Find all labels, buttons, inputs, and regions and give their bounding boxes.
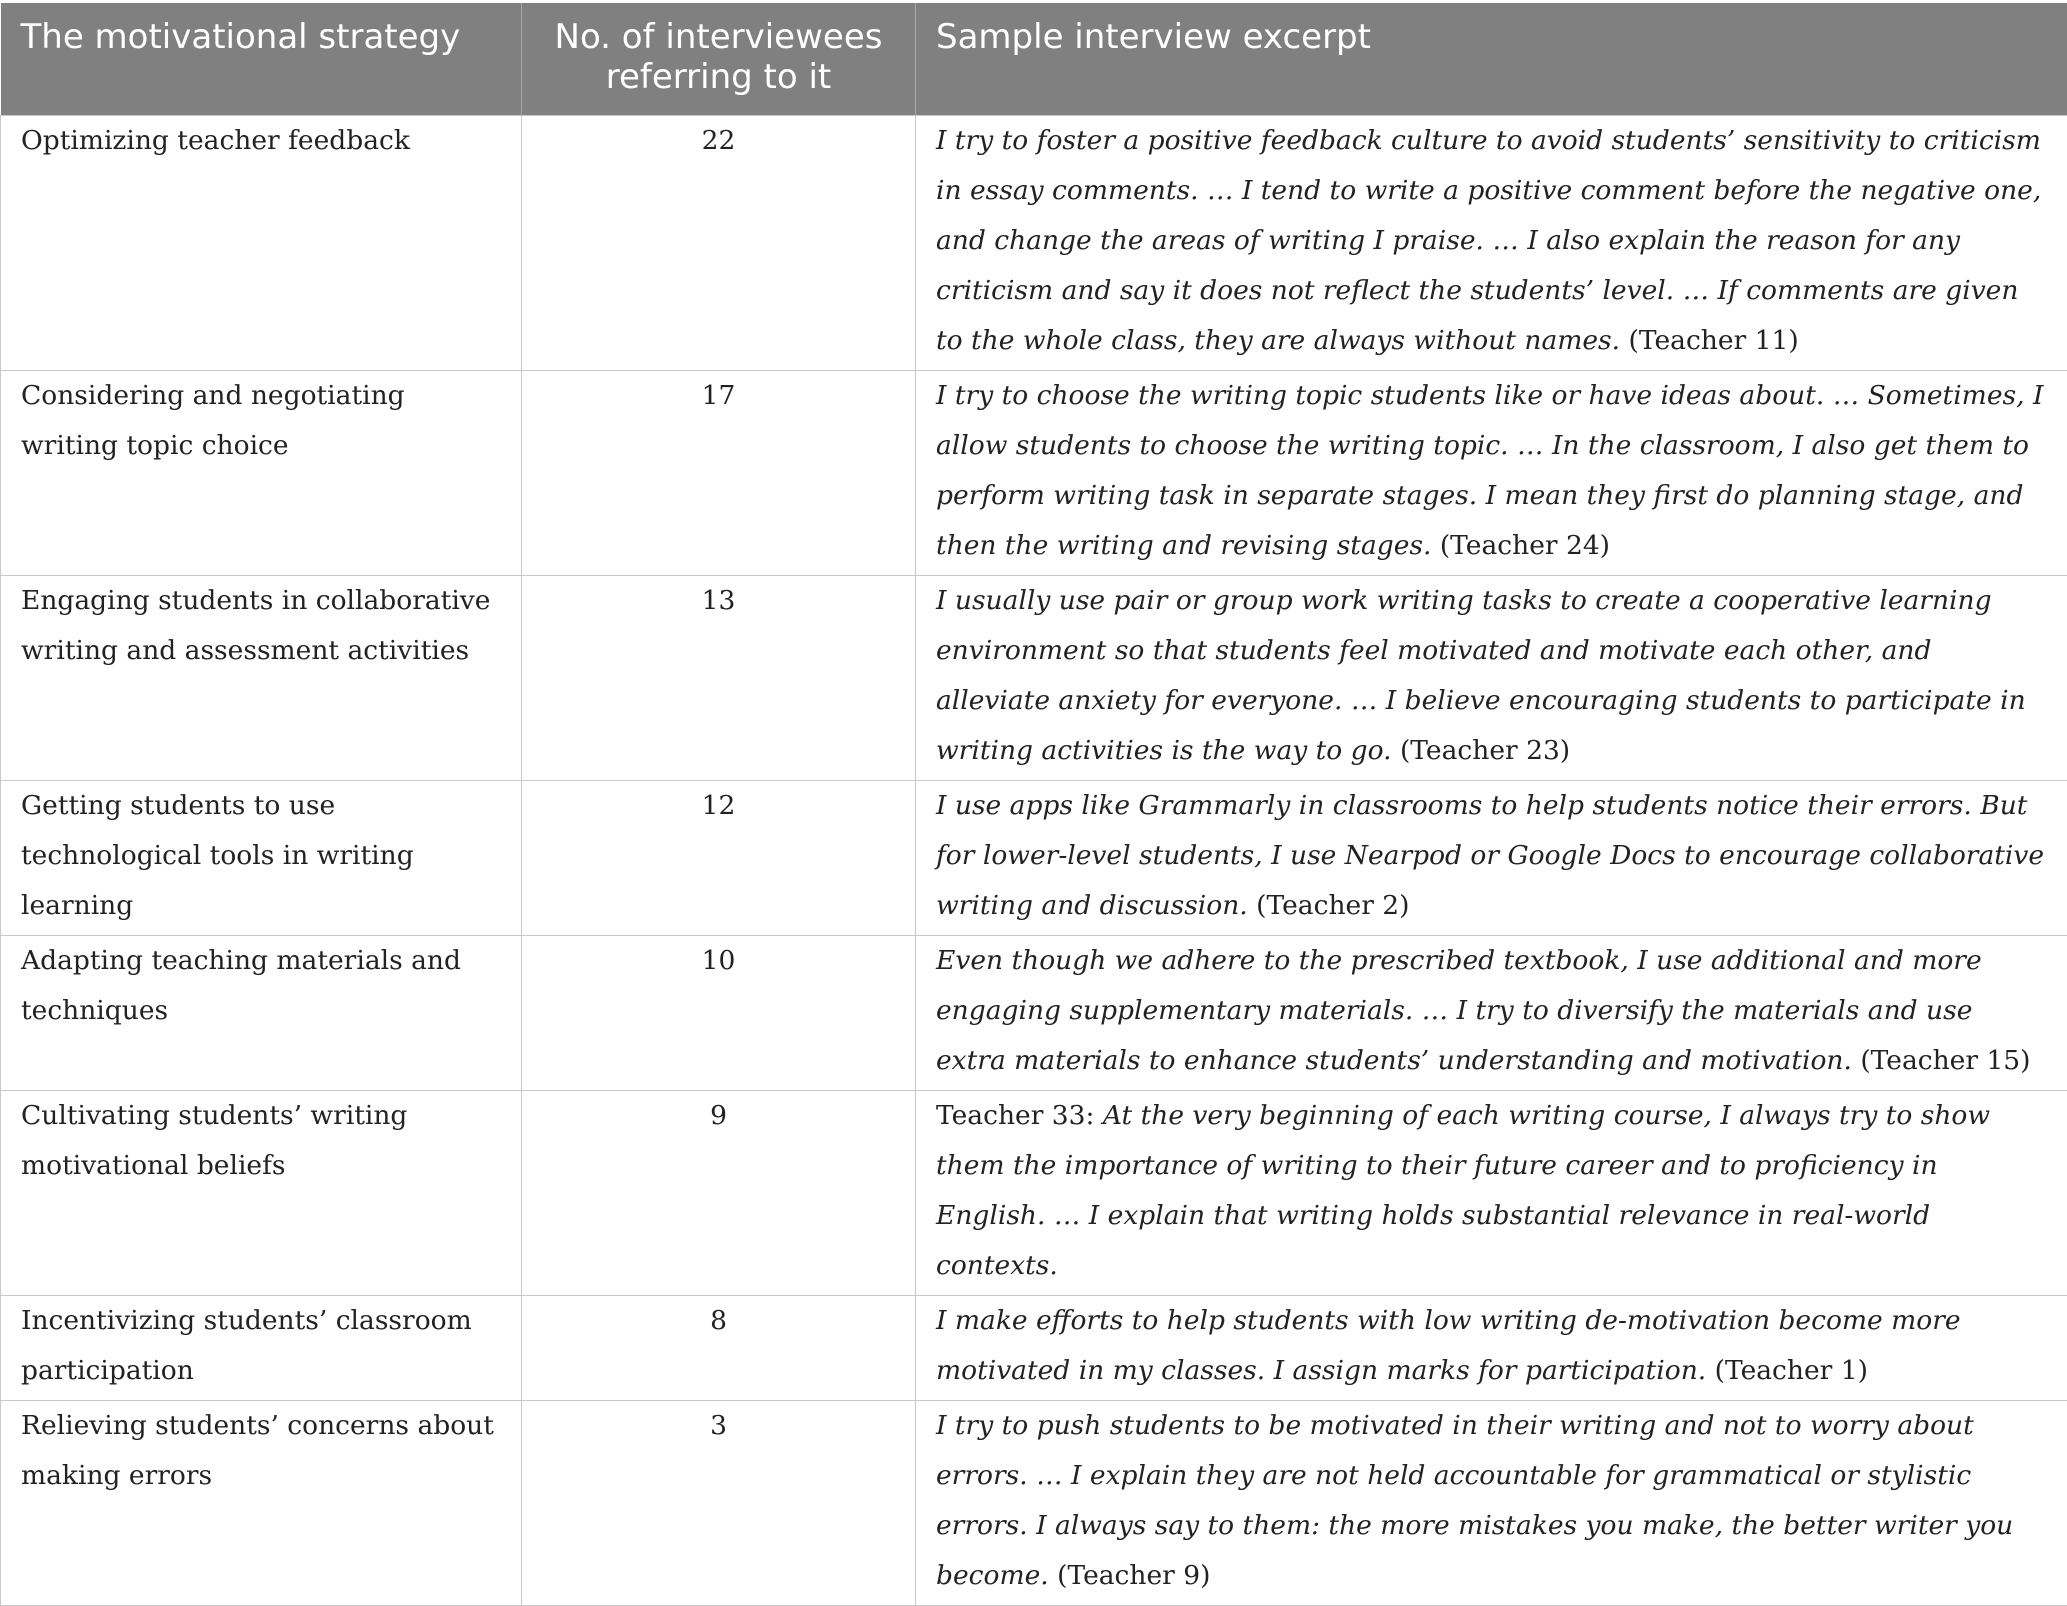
excerpt-cell [916, 575, 2067, 780]
strategy-cell: Incentivizing students’ classroom participation [1, 1295, 522, 1400]
excerpt-citation: (Teacher 9) [1049, 1560, 1211, 1591]
count-cell: 9 [522, 1090, 916, 1295]
table-header [1, 3, 2067, 115]
header-strategy: The motivational strategy [1, 3, 522, 115]
excerpt-citation: (Teacher 11) [1620, 325, 1799, 356]
excerpt-cell [916, 1295, 2067, 1400]
excerpt-quote: I try to push students to be motivated in their writing and not to worry about errors. … I explain they are not held accountable for grammatical or stylistic errors. I always say to them: the more mistakes you make, the better writer you become. [936, 1410, 2013, 1591]
table-body [1, 115, 2067, 1605]
excerpt-quote: I usually use pair or group work writing tasks to create a cooperative learning environment so that students feel motivated and motivate each other, and alleviate anxiety for everyone. … I believe encouraging students to participate in writing activities is the way to go. [936, 585, 2026, 766]
excerpt-quote: I try to foster a positive feedback culture to avoid students’ sensitivity to criticism in essay comments. … I tend to write a positive comment before the negative one, and change the areas of writing I praise. … I also explain the reason for any criticism and say it does not reflect the students’ level. … If comments are given to the whole class, they are always without names. [936, 125, 2041, 356]
excerpt-citation: (Teacher 2) [1248, 890, 1410, 921]
excerpt-citation: (Teacher 1) [1706, 1355, 1868, 1386]
excerpt-quote: I use apps like Grammarly in classrooms to help students notice their errors. But for lower-level students, I use Nearpod or Google Docs to encourage collaborative writing and discussion. [936, 790, 2044, 921]
strategy-table [0, 3, 2067, 1606]
excerpt-quote: At the very beginning of each writing course, I always try to show them the importance of writing to their future career and to proficiency in English. … I explain that writing holds substantial relevance in real-world contexts. [936, 1100, 1990, 1281]
strategy-cell: Getting students to use technological tools in writing learning [1, 780, 522, 935]
strategy-cell: Cultivating students’ writing motivational beliefs [1, 1090, 522, 1295]
strategy-cell: Engaging students in collaborative writing and assessment activities [1, 575, 522, 780]
strategy-cell: Relieving students’ concerns about making errors [1, 1400, 522, 1605]
table-row [1, 575, 2067, 780]
excerpt-prefix: Teacher 33: [936, 1100, 1103, 1131]
excerpt-cell [916, 370, 2067, 575]
count-cell: 22 [522, 115, 916, 370]
count-cell: 12 [522, 780, 916, 935]
excerpt-citation: (Teacher 24) [1431, 530, 1610, 561]
table-row [1, 1090, 2067, 1295]
count-cell: 3 [522, 1400, 916, 1605]
excerpt-citation: (Teacher 23) [1392, 735, 1571, 766]
strategy-cell: Considering and negotiating writing topic choice [1, 370, 522, 575]
count-cell: 10 [522, 935, 916, 1090]
header-excerpt: Sample interview excerpt [916, 3, 2067, 115]
excerpt-quote: Even though we adhere to the prescribed textbook, I use additional and more engaging supplementary materials. … I try to diversify the materials and use extra materials to enhance students’ understanding and motivation. [936, 945, 1982, 1076]
count-cell: 13 [522, 575, 916, 780]
excerpt-quote: I try to choose the writing topic students like or have ideas about. … Sometimes, I allow students to choose the writing topic. … In the classroom, I also get them to perform writing task in separate stages. I mean they first do planning stage, and then the writing and revising stages. [936, 380, 2043, 561]
table-row [1, 1400, 2067, 1605]
excerpt-cell [916, 935, 2067, 1090]
table-row [1, 370, 2067, 575]
count-cell: 8 [522, 1295, 916, 1400]
excerpt-cell [916, 780, 2067, 935]
header-count: No. of interviewees referring to it [522, 3, 916, 115]
header-row [1, 3, 2067, 115]
excerpt-citation: (Teacher 15) [1852, 1045, 2031, 1076]
table-row [1, 1295, 2067, 1400]
excerpt-cell [916, 115, 2067, 370]
excerpt-quote: I make efforts to help students with low writing de-motivation become more motivated in my classes. I assign marks for participation. [936, 1305, 1961, 1386]
strategy-cell: Optimizing teacher feedback [1, 115, 522, 370]
excerpt-cell [916, 1400, 2067, 1605]
table-row [1, 115, 2067, 370]
excerpt-cell [916, 1090, 2067, 1295]
strategy-cell: Adapting teaching materials and techniques [1, 935, 522, 1090]
count-cell: 17 [522, 370, 916, 575]
table-row [1, 780, 2067, 935]
table-row [1, 935, 2067, 1090]
